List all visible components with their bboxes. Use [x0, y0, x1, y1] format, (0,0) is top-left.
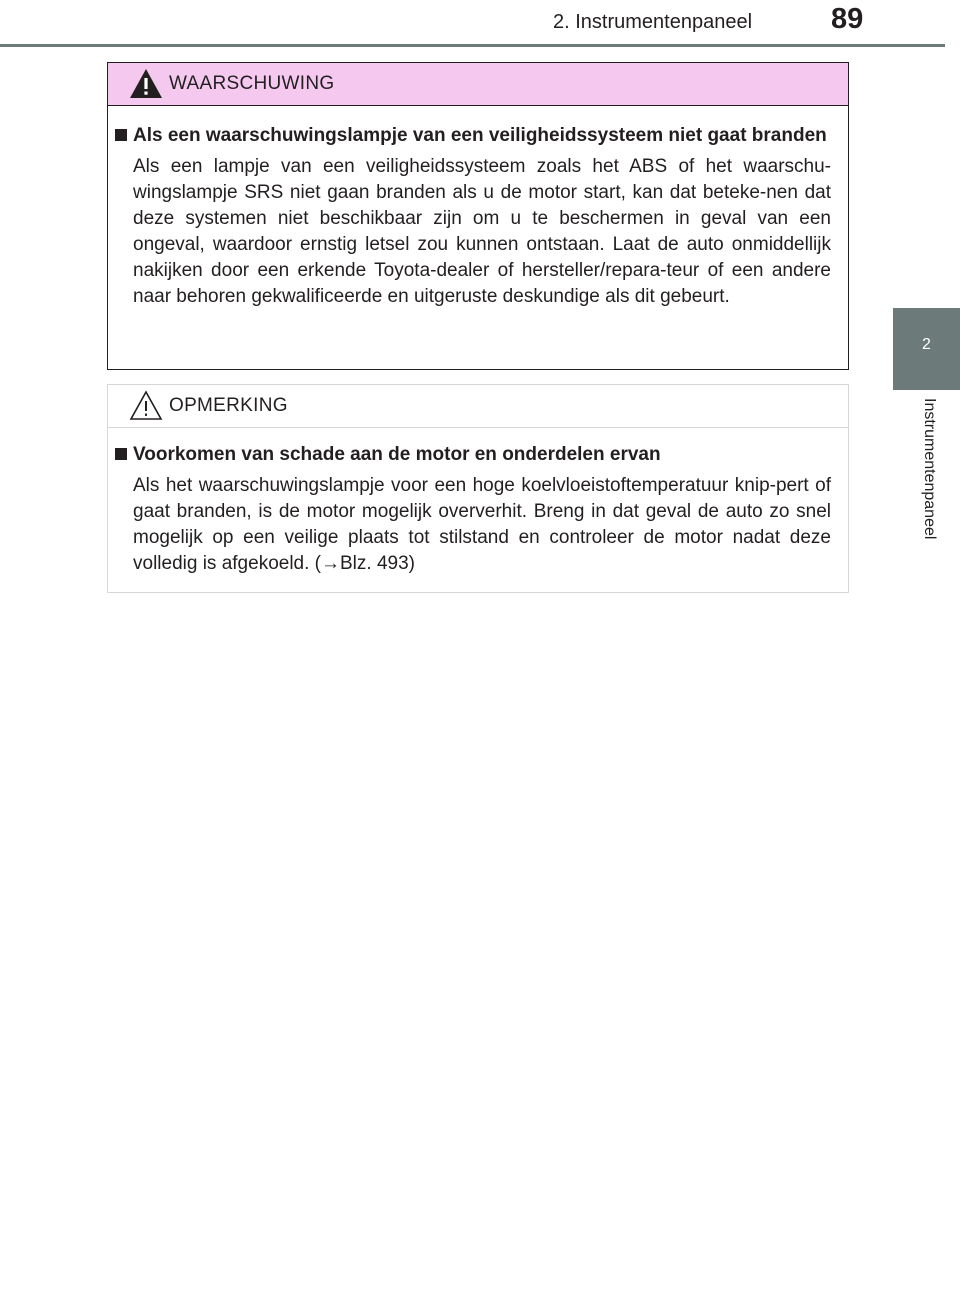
chapter-number: 2: [922, 336, 931, 353]
warning-box: [107, 62, 849, 370]
warning-item: [113, 123, 831, 310]
notice-heading-text: Voorkomen van schade aan de motor en onderdelen ervan: [133, 444, 661, 465]
notice-heading: [113, 442, 831, 467]
warning-header: [108, 63, 848, 106]
warning-heading-text: Als een waarschuwingslampje van een veiligheidssysteem niet gaat branden: [133, 125, 827, 146]
section-title: 2. Instrumentenpaneel: [553, 11, 753, 33]
caution-triangle-outline-icon: [128, 389, 164, 422]
notice-header: [108, 385, 848, 428]
notice-item: [113, 442, 831, 577]
notice-title: OPMERKING: [169, 395, 288, 416]
notice-box: [107, 384, 849, 593]
warning-title: WAARSCHUWING: [169, 73, 335, 94]
chapter-label: Instrumentenpaneel: [921, 398, 938, 540]
square-bullet-icon: [115, 129, 127, 141]
header-rule: [0, 44, 945, 47]
square-bullet-icon: [115, 448, 127, 460]
page-number: 89: [831, 3, 864, 35]
notice-body: Als het waarschuwingslampje voor een hoge koelvloeistoftemperatuur knip-pert of gaat branden, is de motor mogelijk oververhit. Breng in dat geval de auto zo snel mogelijk op een veilige plaats tot stilstand en controleer de motor nadat deze volledig is afgekoeld. (→Blz. 493): [133, 475, 831, 574]
warning-body: Als een lampje van een veiligheidssysteem zoals het ABS of het waarschu-wingslampje SRS niet gaan branden als u de motor start, kan dat beteke-nen dat deze systemen niet beschikbaar zijn om u te beschermen in geval van een ongeval, waardoor ernstig letsel zou kunnen ontstaan. Laat de auto onmiddellijk nakijken door een erkende Toyota-dealer of hersteller/repara-teur of een andere naar behoren gekwalificeerde en uitgeruste deskundige als dit gebeurt.: [133, 156, 831, 307]
warning-heading: [113, 123, 831, 148]
chapter-tab: [893, 308, 960, 390]
warning-triangle-icon: [128, 67, 164, 100]
